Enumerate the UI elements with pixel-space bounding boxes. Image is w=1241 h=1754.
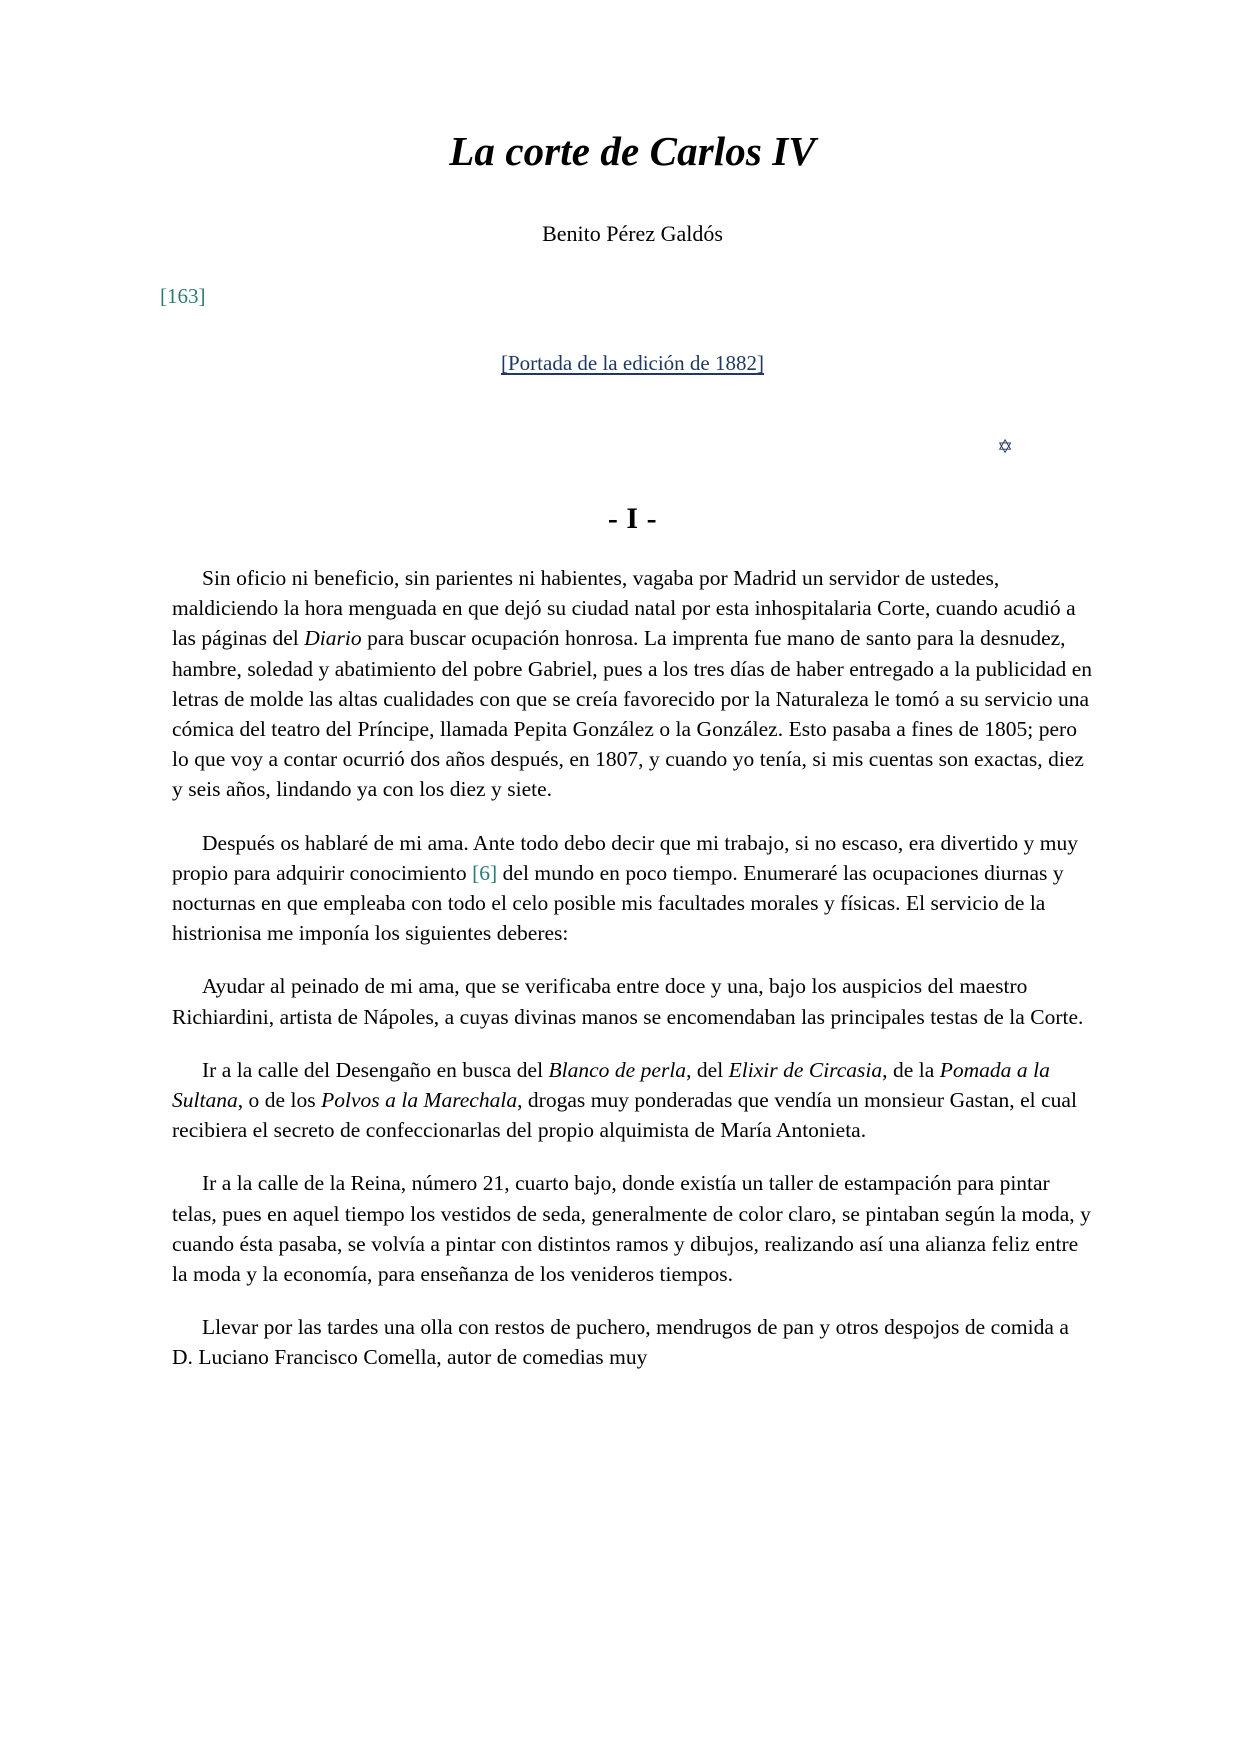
paragraph-2-text-b: del mundo en poco tiempo. Enumeraré las ocupaciones diurnas y nocturnas en que empleaba con todo el celo posible mis facultades morales y físicas. El servicio de la histrionisa me imponía los siguientes deberes: — [172, 860, 1064, 946]
body-copy — [172, 563, 1093, 1373]
six-pointed-star-icon: ✡ — [997, 436, 1013, 458]
paragraph-4 — [172, 1055, 1093, 1146]
paragraph-3: Ayudar al peinado de mi ama, que se verificaba entre doce y una, bajo los auspicios del maestro Richiardini, artista de Nápoles, a cuyas divinas manos se encomendaban las principales testas de la Corte. — [172, 974, 1084, 1029]
italic-diario: Diario — [304, 626, 362, 651]
paragraph-1-text-a: Sin oficio ni beneficio, sin parientes ni habientes, vagaba por Madrid un servidor de ustedes, maldiciendo la hora menguada en que dejó su ciudad natal por esta inhospitalaria Corte, cuando acudió a las páginas del — [172, 565, 1076, 651]
paragraph-4-text-d: , o de los — [237, 1087, 322, 1112]
page-number-marker — [160, 284, 1093, 309]
paragraph-4-text-b: , del — [686, 1057, 729, 1082]
italic-elixir-de-circasia: Elixir de Circasia — [728, 1057, 883, 1082]
italic-blanco-de-perla: Blanco de perla — [548, 1057, 687, 1082]
paragraph-1-text-b: para buscar ocupación honrosa. La imprenta fue mano de santo para la desnudez, hambre, soledad y abatimiento del pobre Gabriel, pues a los tres días de haber entregado a la publicidad en letras de molde las altas cualidades con que se creía favorecido por la Naturaleza le tomó a su servicio una cómica del teatro del Príncipe, llamada Pepita González o la González. Esto pasaba a fines de 1805; pero lo que voy a contar ocurrió dos años después, en 1807, y cuando yo tenía, si mis cuentas son exactas, diez y seis años, lindando ya con los diez y siete. — [172, 626, 1093, 802]
paragraph-2-text-a: Después os hablaré de mi ama. Ante todo debo decir que mi trabajo, si no escaso, era divertido y muy propio para adquirir conocimiento — [172, 830, 1078, 885]
edition-caption-line — [172, 351, 1093, 376]
page-title: La corte de Carlos IV — [449, 128, 816, 174]
paragraph-4-text-e: , drogas muy ponderadas que vendía un monsieur Gastan, el cual recibiera el secreto de confeccionarlas del propio alquimista de María Antonieta. — [172, 1087, 1077, 1143]
paragraph-4-text-c: , de la — [882, 1057, 940, 1082]
italic-pomada-a-la-sultana: Pomada a la Sultana — [172, 1057, 1050, 1112]
paragraph-2 — [172, 828, 1093, 949]
edition-cover-link[interactable]: [Portada de la edición de 1882] — [501, 350, 764, 375]
paragraph-1 — [172, 563, 1093, 805]
page-marker-link[interactable]: [163] — [160, 283, 206, 308]
paragraph-6: Llevar por las tardes una olla con restos de puchero, mendrugos de pan y otros despojos de comida a D. Luciano Francisco Comella, autor de comedias muy — [172, 1315, 1069, 1370]
ornament-row — [172, 438, 1093, 457]
author-byline: Benito Pérez Galdós — [542, 221, 723, 247]
inline-page-marker-link[interactable]: [6] — [472, 860, 498, 885]
italic-polvos-a-la-marechala: Polvos a la Marechala — [321, 1087, 518, 1112]
paragraph-4-text-a: Ir a la calle del Desengaño en busca del — [202, 1057, 549, 1082]
chapter-heading: - I - — [607, 501, 658, 535]
paragraph-5: Ir a la calle de la Reina, número 21, cuarto bajo, donde existía un taller de estampación para pintar telas, pues en aquel tiempo los vestidos de seda, generalmente de color claro, se pintaban según la moda, y cuando ésta pasaba, se volvía a pintar con distintos ramos y dibujos, realizando así una alianza feliz entre la moda y la economía, para enseñanza de los venideros tiempos. — [172, 1171, 1091, 1286]
